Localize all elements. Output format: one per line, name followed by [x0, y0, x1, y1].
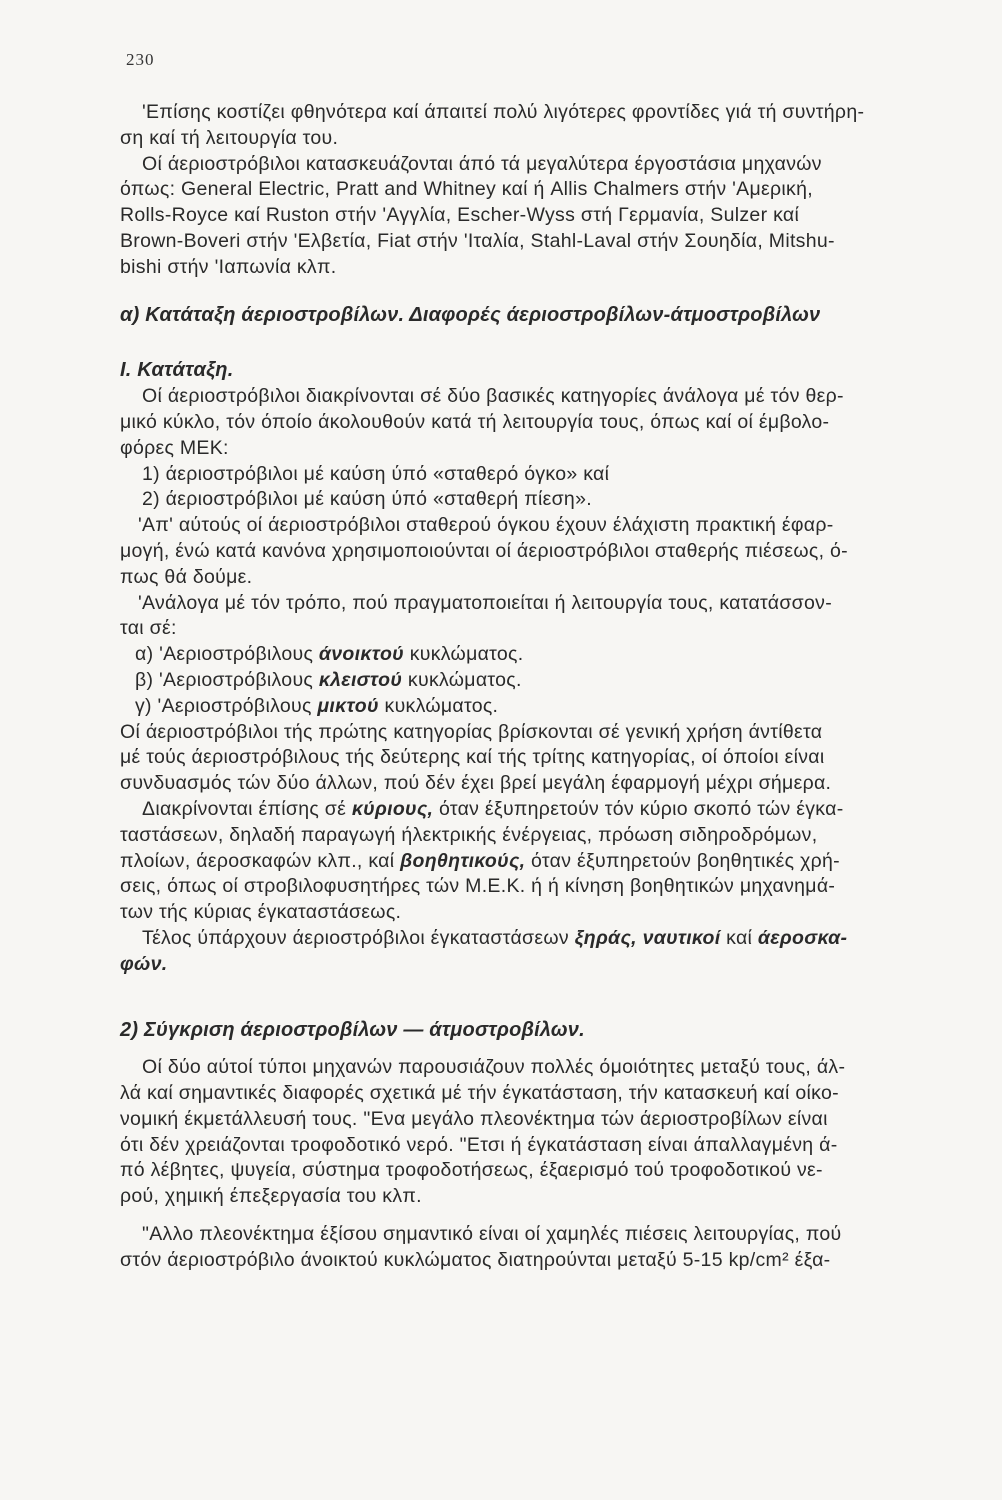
list-item-emphasis: μικτού: [317, 694, 379, 717]
list-item-prefix: γ) 'Αεριοστρόβιλους: [135, 694, 318, 717]
paragraph-line: 'Ανάλογα μέ τόν τρόπο, πού πραγματοποιείται ή λειτουργία τους, κατατάσσον-: [138, 591, 832, 614]
list-item: [120, 668, 938, 694]
list-item-prefix: α) 'Αεριοστρόβιλους: [135, 643, 319, 666]
text-emphasis: ξηράς, ναυτικοί: [574, 926, 721, 949]
paragraph-line: [120, 797, 938, 823]
paragraph-line: 'Απ' αύτούς οί άεριοστρόβιλοι σταθερού όγκου έχουν έλάχιστη πρακτική έφαρ-: [138, 514, 834, 537]
paragraph-line: ρού, χημική έπεξεργασία του κλπ.: [120, 1185, 422, 1208]
text-run: Διακρίνονται έπίσης σέ: [142, 797, 352, 820]
paragraph-line: μικό κύκλο, τόν όποίο άκολουθούν κατά τή λειτουργία τους, όπως καί οί έμβολο-: [120, 410, 830, 433]
list-item: 2) άεριοστρόβιλοι μέ καύση ύπό «σταθερή πίεση».: [142, 488, 592, 511]
list-item: 1) άεριοστρόβιλοι μέ καύση ύπό «σταθερό όγκο» καί: [142, 462, 610, 485]
list-item-suffix: κυκλώματος.: [404, 643, 524, 666]
paragraph-line: όπως: General Electric, Pratt and Whitney καί ή Allis Chalmers στήν 'Αμερική,: [120, 178, 813, 201]
paragraph-line: σεις, όπως οί στροβιλοφυσητήρες τών Μ.Ε.Κ. ή ή κίνηση βοηθητικών μηχανημά-: [120, 875, 836, 898]
paragraph-line: πως θά δούμε.: [120, 565, 253, 588]
text-run: Τέλος ύπάρχουν άεριοστρόβιλοι έγκαταστάσεων: [142, 926, 575, 949]
list-item-suffix: κυκλώματος.: [378, 694, 499, 717]
paragraph-line: [120, 926, 938, 952]
text-run: πλοίων, άεροσκαφών κλπ., καί: [120, 849, 401, 872]
paragraph-line: πό λέβητες, ψυγεία, σύστημα τροφοδοτήσεως, έξαερισμό τού τροφοδοτικού νε-: [120, 1159, 823, 1182]
paragraph-line: Rolls-Royce καί Ruston στήν 'Αγγλία, Escher-Wyss στή Γερμανία, Sulzer καί: [120, 204, 800, 227]
list-item-suffix: κυκλώματος.: [402, 668, 522, 691]
paragraph-line: ότι δέν χρειάζονται τροφοδοτικό νερό. "Ετσι ή έγκατάσταση είναι άπαλλαγμένη ά-: [120, 1133, 838, 1156]
text-emphasis: άεροσκα-: [757, 926, 848, 949]
paragraph-line: ση καί τή λειτουργία του.: [120, 126, 339, 149]
paragraph-line: Brown-Boveri στήν 'Ελβετία, Fiat στήν 'Ιταλία, Stahl-Laval στήν Σουηδία, Mitshu-: [120, 229, 835, 252]
page-body: [120, 100, 938, 1274]
paragraph-line: νομική έκμετάλλευσή τους. "Ενα μεγάλο πλεονέκτημα τών άεριοστροβίλων είναι: [120, 1107, 828, 1130]
paragraph-line: [120, 952, 938, 978]
paragraph-line: 'Επίσης κοστίζει φθηνότερα καί άπαιτεί πολύ λιγότερες φροντίδες γιά τή συντήρη-: [142, 101, 865, 123]
paragraph-line: "Αλλο πλεονέκτημα έξίσου σημαντικό είναι οί χαμηλές πιέσεις λειτουργίας, πού: [142, 1223, 842, 1246]
list-item: [120, 642, 938, 668]
text-emphasis: βοηθητικούς,: [400, 849, 526, 872]
page-number: 230: [126, 50, 155, 69]
list-item-emphasis: άνοικτού: [318, 643, 405, 666]
paragraph-line: λά καί σημαντικές διαφορές σχετικά μέ τήν έγκατάσταση, τήν κατασκευή καί οίκο-: [120, 1082, 839, 1105]
section-heading-2: 2) Σύγκριση άεριοστροβίλων — άτμοστροβίλων.: [120, 1018, 585, 1041]
list-item: [120, 694, 938, 720]
paragraph-line: μέ τούς άεριοστρόβιλους τής δεύτερης καί τής τρίτης κατηγορίας, οί όποίοι είναι: [120, 746, 825, 769]
section-heading-a: α) Κατάταξη άεριοστροβίλων. Διαφορές άεριοστροβίλων-άτμοστροβίλων: [120, 303, 821, 326]
paragraph-line: Οί άεριοστρόβιλοι κατασκευάζονται άπό τά μεγαλύτερα έργοστάσια μηχανών: [142, 152, 822, 175]
paragraph-line: ταστάσεων, δηλαδή παραγωγή ήλεκτρικής ένέργειας, πρόωση σιδηροδρόμων,: [120, 823, 818, 846]
paragraph-line: Οί δύο αύτοί τύποι μηχανών παρουσιάζουν πολλές όμοιότητες μεταξύ τους, άλ-: [142, 1056, 846, 1079]
text-run: καί: [720, 926, 758, 949]
text-emphasis: κύριους,: [351, 797, 434, 820]
text-run: όταν έξυπηρετούν βοηθητικές χρή-: [525, 849, 840, 872]
paragraph-line: φόρες ΜΕΚ:: [120, 436, 229, 459]
text-emphasis: φών.: [120, 952, 168, 975]
list-item-emphasis: κλειστού: [318, 668, 403, 691]
paragraph-line: [120, 849, 938, 875]
paragraph-line: των τής κύριας έγκαταστάσεως.: [120, 901, 402, 924]
paragraph-line: μογή, ένώ κατά κανόνα χρησιμοποιούνται οί άεριοστρόβιλοι σταθερής πιέσεως, ό-: [120, 539, 848, 562]
paragraph-line: Οί άεριοστρόβιλοι τής πρώτης κατηγορίας βρίσκονται σέ γενική χρήση άντίθετα: [120, 720, 823, 743]
list-item-prefix: β) 'Αεριοστρόβιλους: [135, 668, 319, 691]
paragraph-line: Οί άεριοστρόβιλοι διακρίνονται σέ δύο βασικές κατηγορίες άνάλογα μέ τόν θερ-: [142, 385, 844, 408]
subsection-heading-1: Ι. Κατάταξη.: [120, 359, 234, 382]
text-run: όταν έξυπηρετούν τόν κύριο σκοπό τών έγκα-: [433, 797, 844, 820]
paragraph-line: bishi στήν 'Ιαπωνία κλπ.: [120, 255, 337, 278]
paragraph-line: στόν άεριοστρόβιλο άνοικτού κυκλώματος διατηρούνται μεταξύ 5-15 kp/cm² έξα-: [120, 1248, 831, 1271]
paragraph-line: ται σέ:: [120, 617, 177, 640]
paragraph-line: συνδυασμός τών δύο άλλων, πού δέν έχει βρεί μεγάλη έφαρμογή μέχρι σήμερα.: [120, 772, 832, 795]
